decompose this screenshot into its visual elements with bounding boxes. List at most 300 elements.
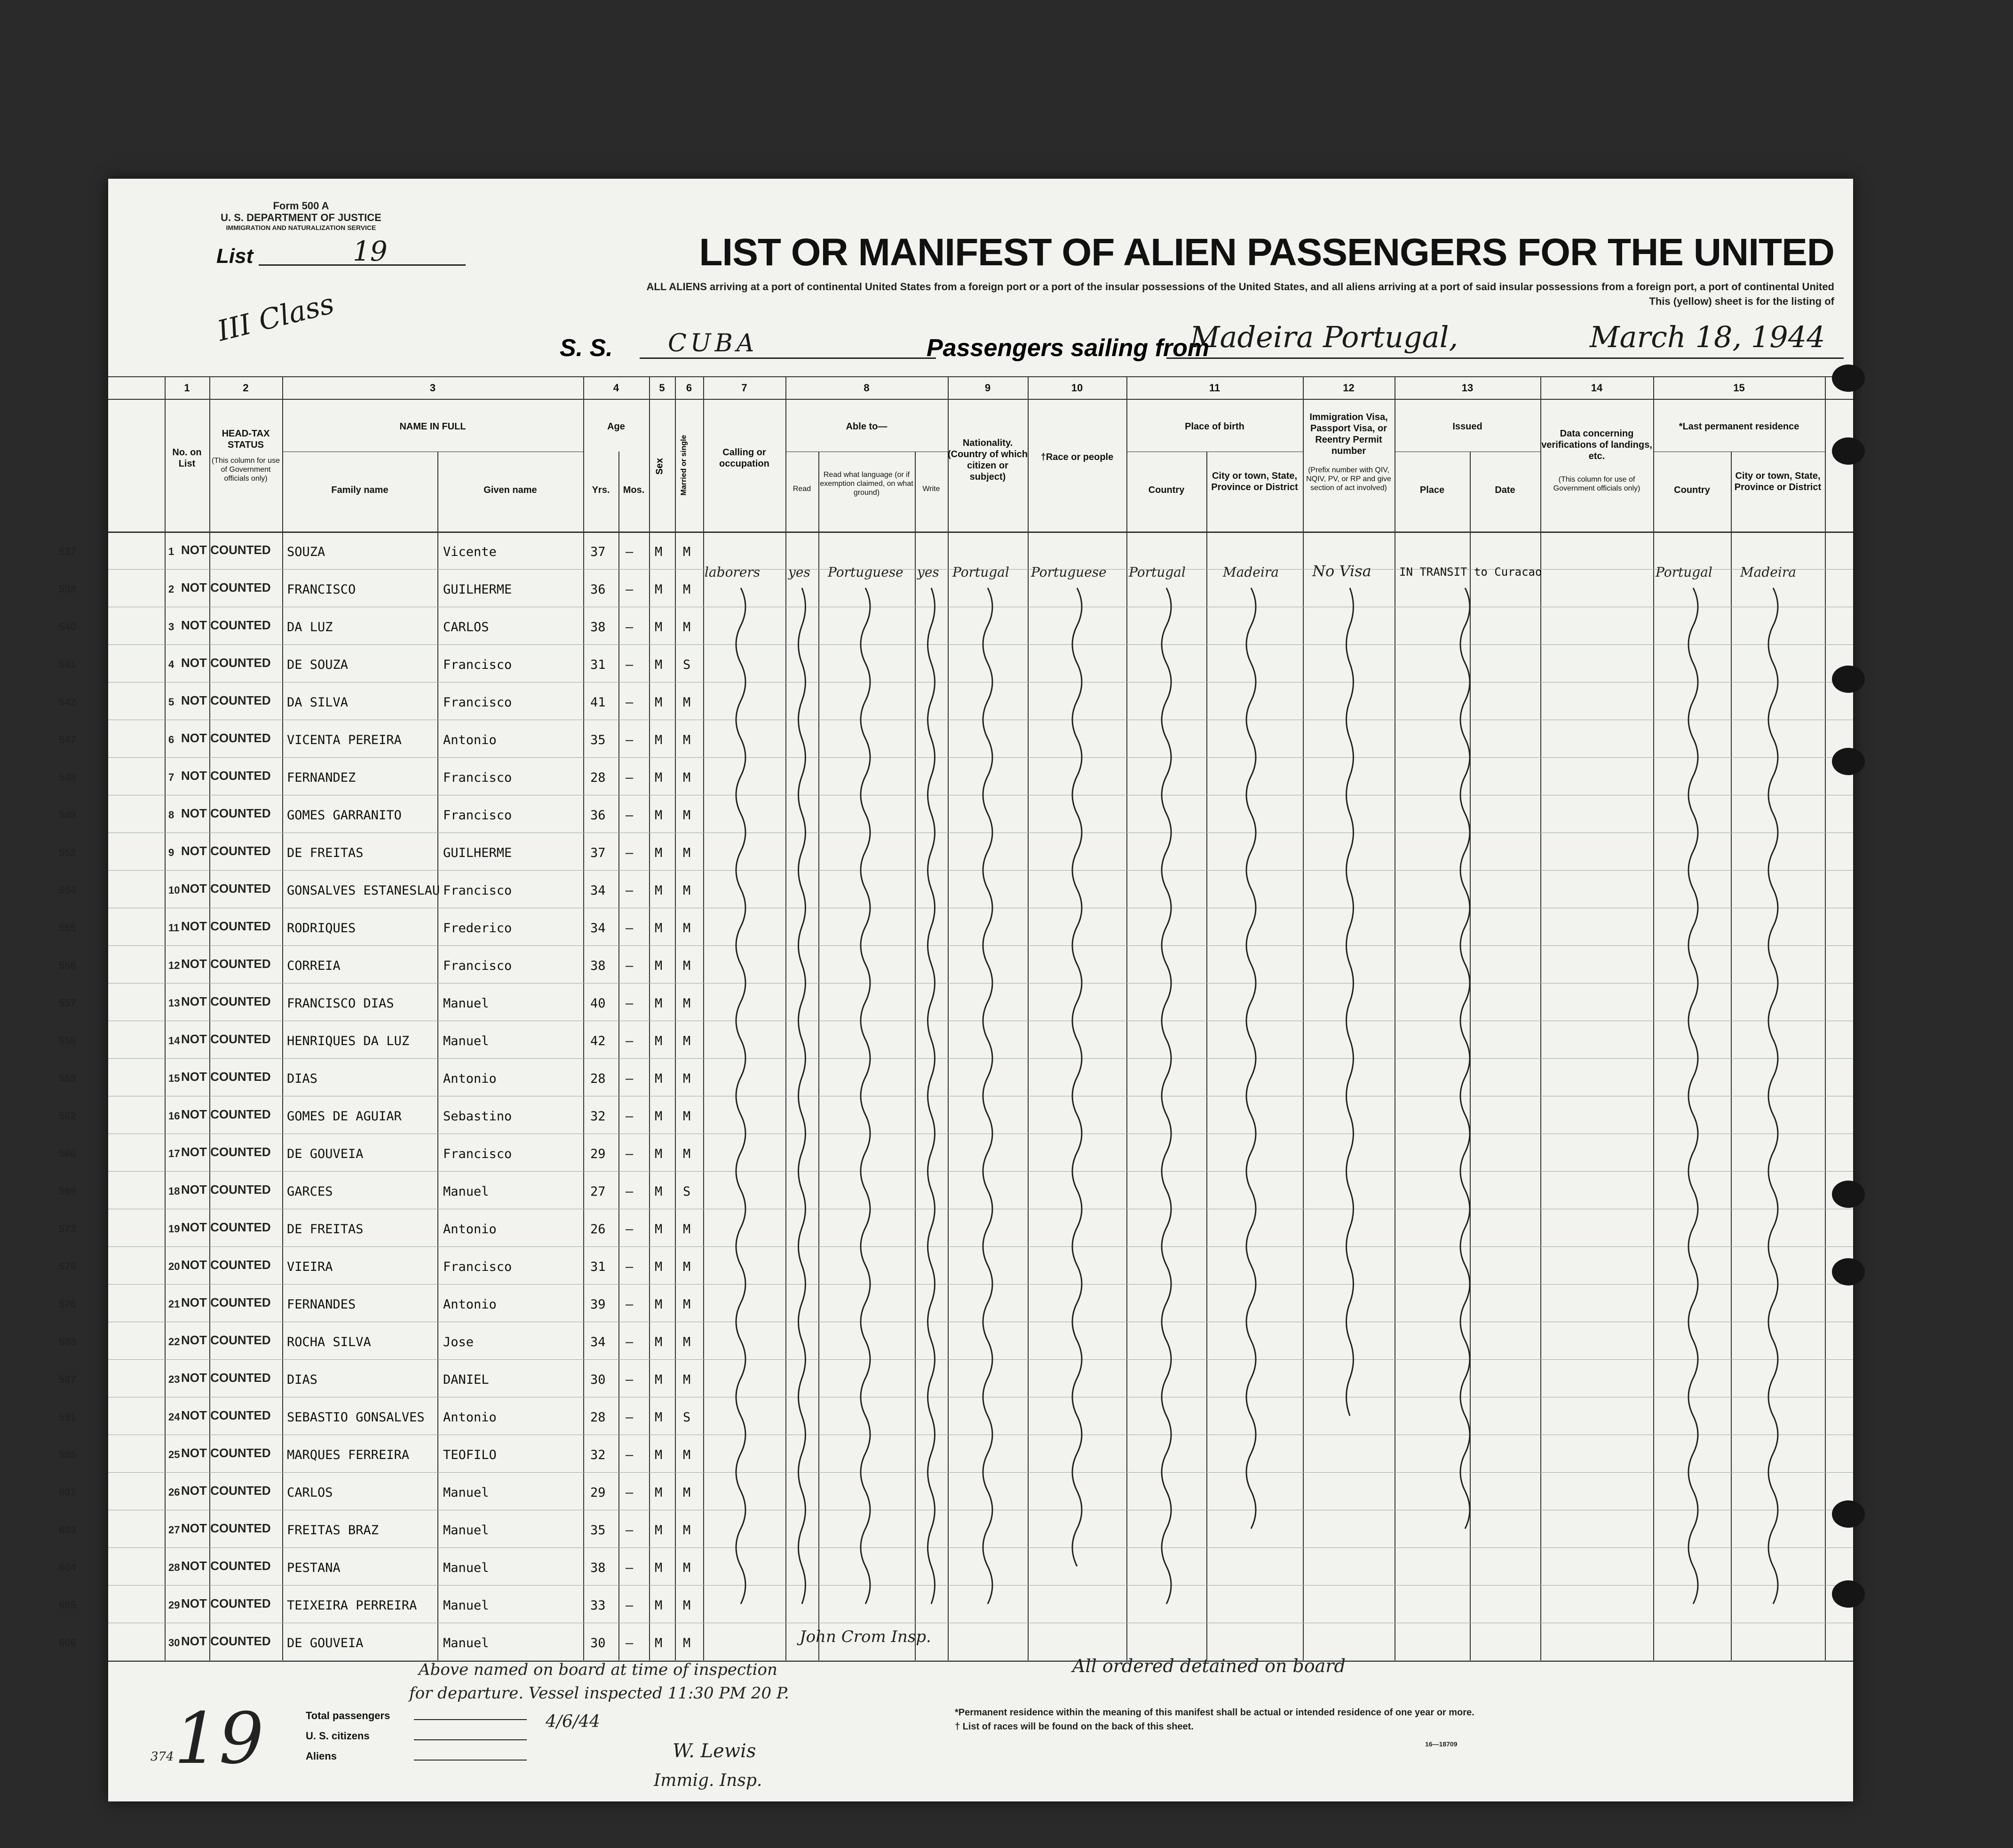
colnum-13: 13 bbox=[1461, 382, 1474, 394]
cell-sex: M bbox=[655, 545, 663, 559]
cell-margin: 603 bbox=[59, 1524, 76, 1536]
cell-calling: laborers bbox=[705, 564, 761, 580]
cell-mos: — bbox=[626, 770, 634, 785]
cell-age: 38 bbox=[590, 620, 606, 635]
cell-margin: 576 bbox=[59, 1298, 76, 1310]
cell-sex: M bbox=[655, 1523, 663, 1538]
cell-mos: — bbox=[626, 1109, 634, 1124]
cell-language: Portuguese bbox=[828, 564, 903, 580]
cell-sex: M bbox=[655, 996, 663, 1011]
hdr-issued-date: Date bbox=[1495, 485, 1515, 495]
cell-margin: 583 bbox=[59, 1336, 76, 1348]
footnote-residence: *Permanent residence within the meaning of this manifest shall be actual or intended residence of one year or more. bbox=[955, 1707, 1474, 1718]
cell-no: 26 bbox=[168, 1486, 180, 1498]
ditto-visa bbox=[1347, 588, 1354, 1416]
list-number: 19 bbox=[353, 235, 388, 267]
hdr-birth-country: Country bbox=[1148, 485, 1185, 495]
punch-hole bbox=[1832, 1258, 1865, 1285]
cell-family: DE SOUZA bbox=[287, 658, 349, 672]
cell-race: Portuguese bbox=[1031, 564, 1107, 580]
cell-status: NOT COUNTED bbox=[181, 1521, 271, 1535]
sailing-date: March 18, 1944 bbox=[1590, 320, 1825, 354]
cell-status: NOT COUNTED bbox=[181, 580, 271, 595]
cell-margin: 542 bbox=[59, 696, 76, 708]
cell-mos: — bbox=[626, 1523, 634, 1538]
cell-family: GONSALVES ESTANESLAU bbox=[287, 883, 440, 898]
cell-age: 42 bbox=[590, 1034, 606, 1048]
subtitle-line-2: This (yellow) sheet is for the listing of bbox=[1649, 295, 1834, 307]
cell-given: Francisco bbox=[443, 808, 512, 823]
cell-sex: M bbox=[655, 921, 663, 936]
cell-no: 27 bbox=[168, 1524, 180, 1536]
colnum-3: 3 bbox=[429, 382, 436, 394]
cell-age: 32 bbox=[590, 1448, 606, 1462]
cell-margin: 556 bbox=[59, 960, 76, 971]
cell-age: 29 bbox=[590, 1485, 606, 1500]
cell-write: yes bbox=[917, 564, 939, 580]
cell-res-country: Portugal bbox=[1656, 564, 1712, 580]
ship-label: S. S. bbox=[560, 334, 613, 362]
cell-age: 39 bbox=[590, 1297, 606, 1312]
cell-given: Francisco bbox=[443, 1260, 512, 1274]
punch-hole bbox=[1832, 1181, 1865, 1208]
cell-age: 35 bbox=[590, 1523, 606, 1538]
cell-mos: — bbox=[626, 959, 634, 973]
cell-status: NOT COUNTED bbox=[181, 844, 271, 858]
cell-margin: 601 bbox=[59, 1486, 76, 1498]
cell-nationality: Portugal bbox=[952, 564, 1009, 580]
cell-ms: M bbox=[683, 808, 691, 823]
hdr-sex: Sex bbox=[654, 458, 665, 475]
cell-given: Manuel bbox=[443, 1485, 489, 1500]
hdr-age: Age bbox=[607, 421, 625, 432]
cell-mos: — bbox=[626, 695, 634, 710]
punch-hole bbox=[1832, 1500, 1865, 1528]
cell-sex: M bbox=[655, 1372, 663, 1387]
cell-status: NOT COUNTED bbox=[181, 1333, 271, 1347]
cell-no: 16 bbox=[168, 1110, 180, 1122]
cell-family: DIAS bbox=[287, 1372, 318, 1387]
cell-family: FERNANDES bbox=[287, 1297, 356, 1312]
footnote-races: † List of races will be found on the back of this sheet. bbox=[955, 1721, 1194, 1732]
cell-given: Francisco bbox=[443, 959, 512, 973]
cell-sex: M bbox=[655, 1147, 663, 1161]
cell-mos: — bbox=[626, 1297, 634, 1312]
cell-sex: M bbox=[655, 959, 663, 973]
cell-ms: M bbox=[683, 582, 691, 597]
total-passengers-label: Total passengers bbox=[306, 1710, 390, 1721]
cell-no: 20 bbox=[168, 1261, 180, 1272]
service: IMMIGRATION AND NATURALIZATION SERVICE bbox=[226, 223, 376, 231]
cell-status: NOT COUNTED bbox=[181, 543, 271, 557]
cell-given: GUILHERME bbox=[443, 846, 512, 860]
cell-given: Manuel bbox=[443, 1523, 489, 1538]
cell-no: 6 bbox=[168, 734, 174, 746]
cell-family: DA SILVA bbox=[287, 695, 349, 710]
signature-inspector-1: John Crom Insp. bbox=[800, 1627, 931, 1646]
page-title: LIST OR MANIFEST OF ALIEN PASSENGERS FOR THE UNITED bbox=[699, 231, 1834, 274]
cell-ms: M bbox=[683, 1071, 691, 1086]
hdr-headtax: HEAD-TAX STATUS bbox=[222, 428, 270, 450]
cell-ms: M bbox=[683, 545, 691, 559]
cell-sex: M bbox=[655, 1636, 663, 1650]
cell-status: NOT COUNTED bbox=[181, 1295, 271, 1309]
colnum-6: 6 bbox=[686, 382, 692, 394]
cell-family: DE GOUVEIA bbox=[287, 1636, 364, 1650]
cell-sex: M bbox=[655, 1598, 663, 1613]
ditto-res-city bbox=[1768, 588, 1778, 1604]
cell-given: DANIEL bbox=[443, 1372, 489, 1387]
cell-birth-country: Portugal bbox=[1129, 564, 1186, 580]
cell-given: TEOFILO bbox=[443, 1448, 497, 1462]
cell-ms: M bbox=[683, 1561, 691, 1575]
hdr-mos: Mos. bbox=[623, 485, 645, 495]
colnum-11: 11 bbox=[1209, 382, 1220, 394]
row-rule bbox=[108, 1660, 1853, 1661]
cell-birth-city: Madeira bbox=[1223, 564, 1279, 580]
aliens-label: Aliens bbox=[306, 1750, 337, 1762]
colnum-1: 1 bbox=[184, 382, 190, 394]
cell-margin: 541 bbox=[59, 658, 76, 670]
cell-given: Antonio bbox=[443, 733, 497, 747]
cell-status: NOT COUNTED bbox=[181, 957, 271, 971]
cell-given: Antonio bbox=[443, 1410, 497, 1425]
cell-ms: S bbox=[683, 658, 691, 672]
cell-family: VICENTA PEREIRA bbox=[287, 733, 402, 747]
hdr-no-on-list: No. on List bbox=[172, 447, 202, 469]
cell-sex: M bbox=[655, 846, 663, 860]
cell-mos: — bbox=[626, 1071, 634, 1086]
cell-sex: M bbox=[655, 1485, 663, 1500]
cell-sex: M bbox=[655, 1410, 663, 1425]
cell-no: 30 bbox=[168, 1637, 180, 1649]
cell-given: GUILHERME bbox=[443, 582, 512, 597]
cell-ms: M bbox=[683, 1222, 691, 1237]
total-passengers-line bbox=[414, 1719, 527, 1720]
cell-age: 35 bbox=[590, 733, 606, 747]
colnum-9: 9 bbox=[984, 382, 991, 394]
cell-age: 41 bbox=[590, 695, 606, 710]
cell-given: Manuel bbox=[443, 1636, 489, 1650]
form-header bbox=[193, 200, 409, 231]
cell-given: Francisco bbox=[443, 658, 512, 672]
cell-ms: M bbox=[683, 1109, 691, 1124]
subtitle-line-1: ALL ALIENS arriving at a port of continental United States from a foreign port or a port of the insular possessions of the United States, and all aliens arriving at a port of said insular possessions from a foreign port, a port of continental United bbox=[646, 281, 1834, 293]
cell-mos: — bbox=[626, 658, 634, 672]
colnum-12: 12 bbox=[1343, 382, 1355, 394]
cell-ms: M bbox=[683, 1034, 691, 1048]
ship-name: CUBA bbox=[668, 329, 758, 357]
cell-sex: M bbox=[655, 1448, 663, 1462]
cell-sex: M bbox=[655, 883, 663, 898]
cell-no: 21 bbox=[168, 1298, 180, 1310]
hdr-nationality: Nationality. (Country of which citizen or subject) bbox=[948, 438, 1028, 482]
class-mark: III Class bbox=[214, 287, 338, 348]
cell-status: NOT COUNTED bbox=[181, 881, 271, 896]
cell-age: 33 bbox=[590, 1598, 606, 1613]
cell-family: FRANCISCO DIAS bbox=[287, 996, 394, 1011]
ditto-calling bbox=[736, 588, 745, 1604]
cell-visa: No Visa bbox=[1312, 562, 1371, 580]
cell-margin: 548 bbox=[59, 771, 76, 783]
cell-given: CARLOS bbox=[443, 620, 489, 635]
sailing-label: Passengers sailing from bbox=[927, 334, 1210, 362]
cell-family: SOUZA bbox=[287, 545, 325, 559]
cell-no: 2 bbox=[168, 583, 174, 595]
colnum-15: 15 bbox=[1733, 382, 1745, 394]
hdr-family-name: Family name bbox=[331, 485, 388, 495]
cell-sex: M bbox=[655, 808, 663, 823]
cell-age: 26 bbox=[590, 1222, 606, 1237]
cell-no: 12 bbox=[168, 960, 180, 971]
cell-age: 34 bbox=[590, 921, 606, 936]
cell-age: 37 bbox=[590, 545, 606, 559]
cell-ms: M bbox=[683, 1598, 691, 1613]
cell-mos: — bbox=[626, 1147, 634, 1161]
hdr-last-residence: *Last permanent residence bbox=[1679, 421, 1799, 432]
cell-ms: M bbox=[683, 1297, 691, 1312]
cell-no: 25 bbox=[168, 1449, 180, 1460]
cell-status: NOT COUNTED bbox=[181, 731, 271, 745]
hdr-visa: Immigration Visa, Passport Visa, or Reentry Permit number bbox=[1309, 412, 1388, 456]
sailing-line bbox=[1166, 357, 1844, 359]
list-label: List bbox=[216, 245, 254, 268]
cell-mos: — bbox=[626, 1561, 634, 1575]
punch-hole bbox=[1832, 748, 1865, 775]
cell-margin: 591 bbox=[59, 1411, 76, 1423]
cell-mos: — bbox=[626, 846, 634, 860]
cell-no: 1 bbox=[168, 546, 174, 557]
cell-given: Antonio bbox=[443, 1222, 497, 1237]
cell-margin: 558 bbox=[59, 1035, 76, 1047]
cell-sex: M bbox=[655, 620, 663, 635]
cell-given: Francisco bbox=[443, 695, 512, 710]
cell-issued: IN TRANSIT to Curacao bbox=[1399, 565, 1542, 579]
hdr-issued-place: Place bbox=[1419, 485, 1445, 495]
cell-margin: 552 bbox=[59, 847, 76, 858]
cell-no: 15 bbox=[168, 1072, 180, 1084]
cell-no: 9 bbox=[168, 847, 174, 858]
colnum-4: 4 bbox=[613, 382, 619, 394]
ditto-nationality bbox=[983, 588, 992, 1604]
cell-age: 38 bbox=[590, 959, 606, 973]
colnum-5: 5 bbox=[659, 382, 665, 394]
cell-ms: S bbox=[683, 1184, 691, 1199]
cell-status: NOT COUNTED bbox=[181, 1483, 271, 1498]
cell-sex: M bbox=[655, 770, 663, 785]
inspection-note-1: Above named on board at time of inspection bbox=[419, 1660, 777, 1679]
cell-no: 4 bbox=[168, 658, 174, 670]
cell-family: DE FREITAS bbox=[287, 846, 364, 860]
cell-mos: — bbox=[626, 1034, 634, 1048]
cell-margin: 540 bbox=[59, 621, 76, 633]
cell-margin: 547 bbox=[59, 734, 76, 746]
cell-family: MARQUES FERREIRA bbox=[287, 1448, 410, 1462]
cell-mos: — bbox=[626, 733, 634, 747]
cell-ms: M bbox=[683, 959, 691, 973]
cell-margin: 587 bbox=[59, 1373, 76, 1385]
cell-family: RODRIQUES bbox=[287, 921, 356, 936]
cell-no: 24 bbox=[168, 1411, 180, 1423]
cell-given: Vicente bbox=[443, 545, 497, 559]
cell-family: CORREIA bbox=[287, 959, 341, 973]
cell-mos: — bbox=[626, 620, 634, 635]
cell-sex: M bbox=[655, 1184, 663, 1199]
cell-status: NOT COUNTED bbox=[181, 1596, 271, 1610]
cell-mos: — bbox=[626, 921, 634, 936]
cell-no: 13 bbox=[168, 997, 180, 1009]
hdr-place-of-birth: Place of birth bbox=[1185, 421, 1244, 432]
cell-age: 37 bbox=[590, 846, 606, 860]
cell-given: Francisco bbox=[443, 770, 512, 785]
cell-family: FERNANDEZ bbox=[287, 770, 356, 785]
page-subtitle bbox=[433, 280, 1834, 309]
sailing-from: Madeira Portugal, bbox=[1190, 320, 1458, 354]
department: U. S. DEPARTMENT OF JUSTICE bbox=[221, 212, 381, 224]
cell-family: DIAS bbox=[287, 1071, 318, 1086]
cell-status: NOT COUNTED bbox=[181, 1107, 271, 1121]
cell-no: 17 bbox=[168, 1148, 180, 1159]
cell-family: DE FREITAS bbox=[287, 1222, 364, 1237]
cell-sex: M bbox=[655, 1071, 663, 1086]
cell-age: 29 bbox=[590, 1147, 606, 1161]
cell-margin: 595 bbox=[59, 1449, 76, 1460]
cell-sex: M bbox=[655, 695, 663, 710]
cell-no: 3 bbox=[168, 621, 174, 633]
cell-sex: M bbox=[655, 1297, 663, 1312]
cell-margin: 554 bbox=[59, 884, 76, 896]
cell-sex: M bbox=[655, 1222, 663, 1237]
cell-ms: M bbox=[683, 733, 691, 747]
cell-given: Manuel bbox=[443, 1561, 489, 1575]
cell-ms: M bbox=[683, 1523, 691, 1538]
cell-family: DE GOUVEIA bbox=[287, 1147, 364, 1161]
hdr-yrs: Yrs. bbox=[592, 485, 610, 495]
cell-ms: M bbox=[683, 1636, 691, 1650]
cell-age: 38 bbox=[590, 1561, 606, 1575]
cell-ms: M bbox=[683, 996, 691, 1011]
cell-status: NOT COUNTED bbox=[181, 1182, 271, 1197]
ditto-marks bbox=[108, 376, 1853, 1660]
hdr-able-to: Able to— bbox=[846, 421, 888, 432]
cell-mos: — bbox=[626, 1260, 634, 1274]
cell-given: Antonio bbox=[443, 1071, 497, 1086]
cell-status: NOT COUNTED bbox=[181, 1145, 271, 1159]
cell-status: NOT COUNTED bbox=[181, 919, 271, 933]
inspection-date: 4/6/44 bbox=[546, 1712, 600, 1731]
cell-no: 29 bbox=[168, 1599, 180, 1611]
cell-family: SEBASTIO GONSALVES bbox=[287, 1410, 425, 1425]
cell-age: 31 bbox=[590, 658, 606, 672]
cell-given: Manuel bbox=[443, 1034, 489, 1048]
cell-given: Jose bbox=[443, 1335, 474, 1349]
hdr-calling: Calling or occupation bbox=[719, 447, 769, 469]
ship-line bbox=[640, 357, 936, 359]
cell-status: NOT COUNTED bbox=[181, 806, 271, 820]
cell-age: 28 bbox=[590, 770, 606, 785]
cell-ms: S bbox=[683, 1410, 691, 1425]
cell-margin: 566 bbox=[59, 1148, 76, 1159]
cell-family: DA LUZ bbox=[287, 620, 333, 635]
ditto-race bbox=[1072, 588, 1082, 1566]
cell-family: TEIXEIRA PERREIRA bbox=[287, 1598, 417, 1613]
cell-given: Francisco bbox=[443, 1147, 512, 1161]
cell-no: 5 bbox=[168, 696, 174, 708]
manifest-table bbox=[59, 376, 1853, 1656]
cell-age: 27 bbox=[590, 1184, 606, 1199]
cell-ms: M bbox=[683, 1147, 691, 1161]
cell-age: 31 bbox=[590, 1260, 606, 1274]
cell-mos: — bbox=[626, 996, 634, 1011]
colnum-2: 2 bbox=[243, 382, 249, 394]
hdr-verifications-note: (This column for use of Government officials only) bbox=[1553, 476, 1641, 493]
cell-mos: — bbox=[626, 1372, 634, 1387]
cell-age: 36 bbox=[590, 808, 606, 823]
cell-age: 34 bbox=[590, 883, 606, 898]
cell-mos: — bbox=[626, 1485, 634, 1500]
cell-res-city: Madeira bbox=[1740, 564, 1796, 580]
ditto-birth-country bbox=[1162, 588, 1171, 1604]
cell-given: Manuel bbox=[443, 1184, 489, 1199]
cell-age: 30 bbox=[590, 1636, 606, 1650]
cell-family: FREITAS BRAZ bbox=[287, 1523, 379, 1538]
cell-status: NOT COUNTED bbox=[181, 1559, 271, 1573]
cell-mos: — bbox=[626, 1598, 634, 1613]
cell-sex: M bbox=[655, 1109, 663, 1124]
cell-status: NOT COUNTED bbox=[181, 1634, 271, 1648]
manifest-sheet bbox=[59, 179, 1853, 1801]
signature-inspector-2-title: Immig. Insp. bbox=[654, 1771, 762, 1790]
form-number: Form 500 A bbox=[273, 200, 329, 212]
cell-age: 36 bbox=[590, 582, 606, 597]
cell-ms: M bbox=[683, 883, 691, 898]
cell-mos: — bbox=[626, 883, 634, 898]
cell-status: NOT COUNTED bbox=[181, 618, 271, 632]
us-citizens-label: U. S. citizens bbox=[306, 1730, 370, 1742]
cell-status: NOT COUNTED bbox=[181, 1070, 271, 1084]
cell-family: PESTANA bbox=[287, 1561, 341, 1575]
cell-age: 28 bbox=[590, 1071, 606, 1086]
cell-ms: M bbox=[683, 1372, 691, 1387]
cell-margin: 562 bbox=[59, 1110, 76, 1122]
signature-inspector-2: W. Lewis bbox=[673, 1740, 756, 1762]
cell-margin: 606 bbox=[59, 1637, 76, 1649]
hdr-read-language: Read what language (or if exemption claimed, on what ground) bbox=[820, 471, 913, 497]
cell-status: NOT COUNTED bbox=[181, 693, 271, 707]
form-code: 16—18709 bbox=[1425, 1740, 1458, 1748]
cell-family: FRANCISCO bbox=[287, 582, 356, 597]
cell-mos: — bbox=[626, 582, 634, 597]
cell-margin: 549 bbox=[59, 809, 76, 821]
hdr-name-in-full: NAME IN FULL bbox=[399, 421, 466, 432]
cell-status: NOT COUNTED bbox=[181, 1220, 271, 1234]
cell-sex: M bbox=[655, 658, 663, 672]
cell-sex: M bbox=[655, 1034, 663, 1048]
cell-margin: 538 bbox=[59, 583, 76, 595]
cell-read: yes bbox=[788, 564, 810, 580]
colnum-7: 7 bbox=[741, 382, 747, 394]
colnum-14: 14 bbox=[1591, 382, 1603, 394]
cell-margin: 604 bbox=[59, 1562, 76, 1573]
cell-no: 18 bbox=[168, 1185, 180, 1197]
cell-age: 34 bbox=[590, 1335, 606, 1349]
hdr-issued: Issued bbox=[1452, 421, 1482, 432]
punch-hole bbox=[1832, 1580, 1865, 1608]
cell-given: Francisco bbox=[443, 883, 512, 898]
cell-family: GARCES bbox=[287, 1184, 333, 1199]
cell-age: 32 bbox=[590, 1109, 606, 1124]
detention-note: All ordered detained on board bbox=[1072, 1656, 1346, 1676]
